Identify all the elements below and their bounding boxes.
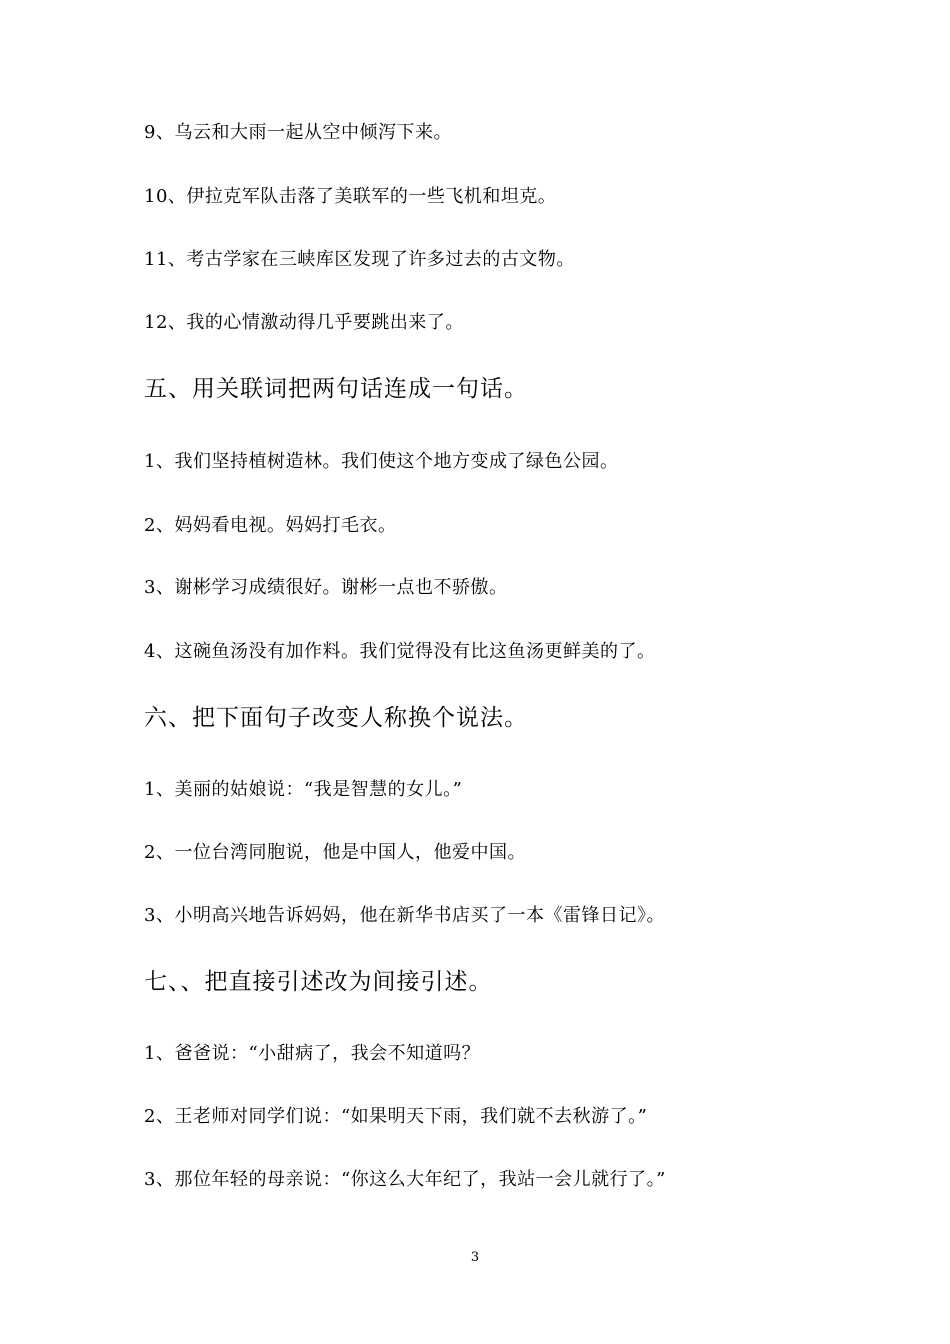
- section6-item-2: 2、一位台湾同胞说，他是中国人，他爱中国。: [144, 842, 526, 863]
- section7-item-1: 1、爸爸说：“小甜病了，我会不知道吗？: [144, 1043, 481, 1064]
- section7-item-3: 3、那位年轻的母亲说：“你这么大年纪了，我站一会儿就行了。”: [144, 1169, 666, 1190]
- exercise-item-10: 10、伊拉克军队击落了美联军的一些飞机和坦克。: [144, 186, 557, 207]
- section5-item-1: 1、我们坚持植树造林。我们使这个地方变成了绿色公园。: [144, 451, 619, 472]
- section6-item-3: 3、小明高兴地告诉妈妈，他在新华书店买了一本《雷锋日记》。: [144, 905, 665, 926]
- section7-item-2: 2、王老师对同学们说：“如果明天下雨，我们就不去秋游了。”: [144, 1106, 648, 1127]
- exercise-item-12: 12、我的心情激动得几乎要跳出来了。: [144, 312, 464, 333]
- section6-item-1: 1、美丽的姑娘说：“我是智慧的女儿。”: [144, 779, 463, 800]
- exercise-item-9: 9、乌云和大雨一起从空中倾泻下来。: [144, 122, 452, 143]
- section5-item-2: 2、妈妈看电视。妈妈打毛衣。: [144, 515, 397, 536]
- section5-item-4: 4、这碗鱼汤没有加作料。我们觉得没有比这鱼汤更鲜美的了。: [144, 641, 656, 662]
- section-heading-5: 五、用关联词把两句话连成一句话。: [144, 376, 528, 402]
- exercise-item-11: 11、考古学家在三峡库区发现了许多过去的古文物。: [144, 249, 575, 270]
- section-heading-6: 六、把下面句子改变人称换个说法。: [144, 705, 528, 731]
- section5-item-3: 3、谢彬学习成绩很好。谢彬一点也不骄傲。: [144, 577, 508, 598]
- section-heading-7: 七、、把直接引述改为间接引述。: [144, 969, 493, 995]
- page-number: 3: [470, 1250, 480, 1265]
